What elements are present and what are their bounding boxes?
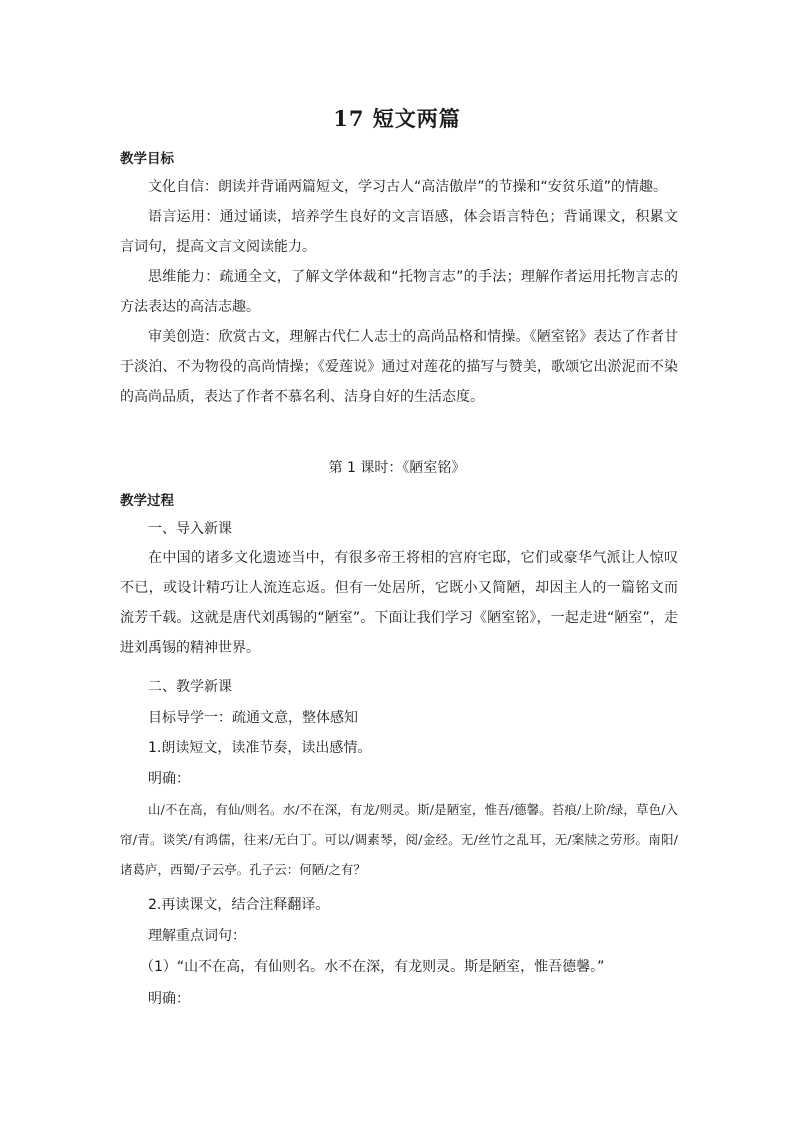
step-1: 1.朗读短文，读准节奏，读出感情。 [148,740,372,756]
teaching-goals-heading: 教学目标 [120,151,174,167]
clarify-label: 明确： [148,991,190,1007]
lesson-label: 第 1 课时：《陋室铭》 [328,460,466,476]
part1-title: 一、导入新课 [148,521,232,537]
goal-paragraph: 语言运用：通过诵读，培养学生良好的文言语感，体会语言特色；背诵课文，积累文言词句，提高文言文阅读能力。 [120,209,678,255]
clarify-label: 明确： [148,771,190,787]
teaching-process-heading: 教学过程 [120,493,174,509]
goal-paragraph: 思维能力：疏通全文，了解文学体裁和“托物言志”的手法；理解作者运用托物言志的方法表达的高洁志趣。 [120,269,678,315]
step-2: 2.再读课文，结合注释翻译。 [148,897,330,913]
goal-paragraph: 审美创造：欣赏古文，理解古代仁人志士的高尚品格和情操。《陋室铭》表达了作者甘于淡泊、不为物役的高尚情操；《爱莲说》通过对莲花的描写与赞美，歌颂它出淤泥而不染的高尚品质，表达了作者不慕名利、洁身自好的生活态度。 [120,329,678,405]
key-words-label: 理解重点词句： [148,928,246,944]
part2-title: 二、教学新课 [148,679,232,695]
goal-guide: 目标导学一：疏通文意，整体感知 [148,710,358,726]
goal-paragraph: 文化自信：朗读并背诵两篇短文，学习古人“高洁傲岸”的节操和“安贫乐道”的情趣。 [148,179,668,195]
quote-1: （1）“山不在高，有仙则名。水不在深，有龙则灵。斯是陋室，惟吾德馨。” [140,959,605,975]
intro-paragraph: 在中国的诸多文化遗迹当中，有很多帝王将相的宫府宅邸，它们或豪华气派让人惊叹不已，或设计精巧让人流连忘返。但有一处居所，它既小又简陋，却因主人的一篇铭文而流芳千载。这就是唐代刘禹锡的“陋室”。下面让我们学习《陋室铭》，一起走进“陋室”，走进刘禹锡的精神世界。 [120,550,678,656]
document-title: 17 短文两篇 [333,106,461,131]
classical-text: 山/不在高，有仙/则名。水/不在深，有龙/则灵。斯/是陋室，惟吾/德馨。苔痕/上阶/绿，草色/入帘/青。谈笑/有鸿儒，往来/无白丁。可以/调素琴，阅/金经。无/丝竹之乱耳，无/案牍之劳形。南阳/诸葛庐，西蜀/子云亭。孔子云：何陋/之有？ [120,802,678,877]
